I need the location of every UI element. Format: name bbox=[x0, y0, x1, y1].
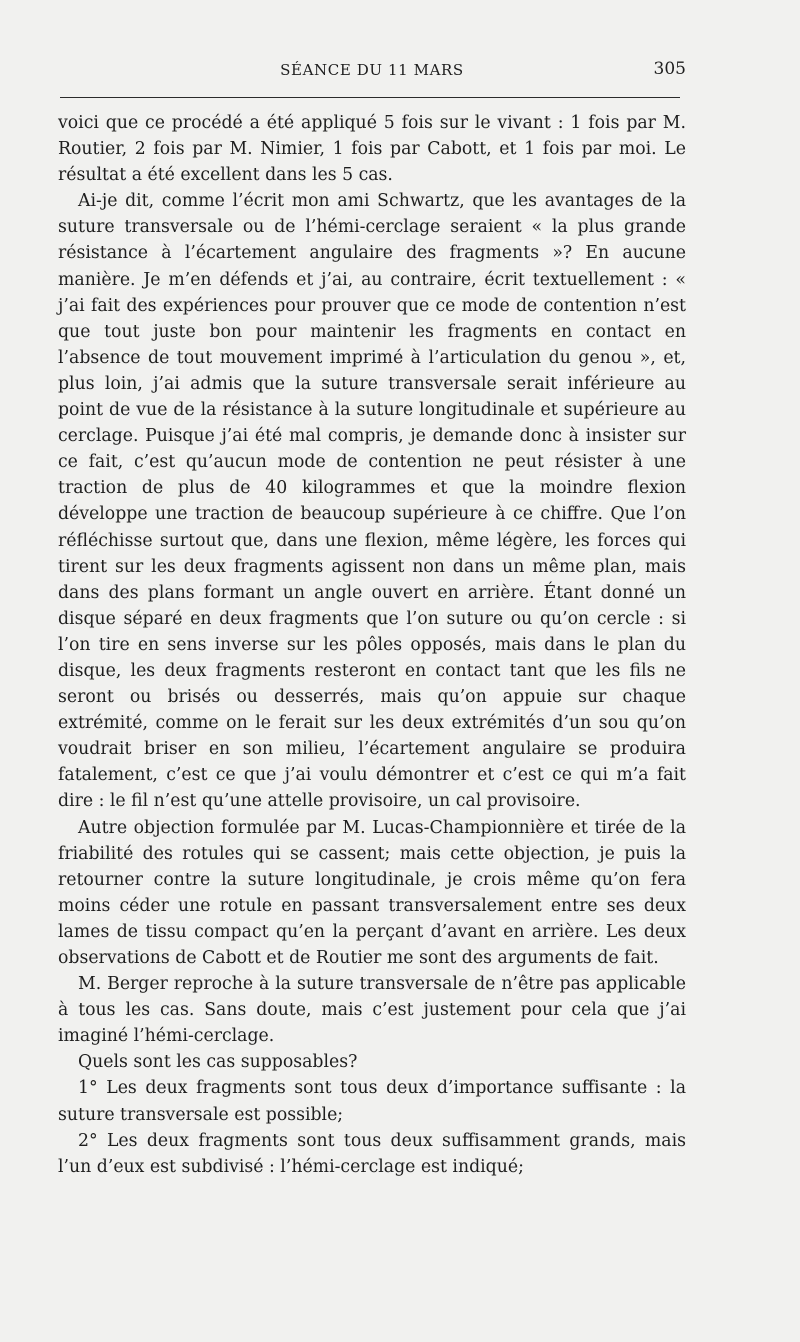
paragraph: Ai-je dit, comme l’écrit mon ami Schwartz, que les avantages de la suture transversale ou de l’hémi-cerclage seraient « la plus grande résistance à l’écartement angulaire des fragments »? En aucune manière. Je m’en défends et j’ai, au contraire, écrit textuellement : « j’ai fait des expériences pour prouver que ce mode de contention n’est que tout juste bon pour maintenir les fragments en contact en l’absence de tout mouvement imprimé à l’articulation du genou », et, plus loin, j’ai admis que la suture transversale serait inférieure au point de vue de la résistance à la suture longitudinale et supérieure au cerclage. Puisque j’ai été mal compris, je demande donc à insister sur ce fait, c’est qu’aucun mode de contention ne peut résister à une traction de plus de 40 kilogrammes et que la moindre flexion développe une traction de beaucoup supérieure à ce chiffre. Que l’on réfléchisse surtout que, dans une flexion, même légère, les forces qui tirent sur les deux fragments agissent non dans un même plan, mais dans des plans formant un angle ouvert en arrière. Étant donné un disque séparé en deux fragments que l’on suture ou qu’on cercle : si l’on tire en sens inverse sur les pôles opposés, mais dans le plan du disque, les deux fragments resteront en contact tant que les fils ne seront ou brisés ou desserrés, mais qu’on appuie sur chaque extrémité, comme on le ferait sur les deux extrémités d’un sou qu’on voudrait briser en son milieu, l’écartement angulaire se produira fatalement, c’est ce que j’ai voulu démontrer et c’est ce qui m’a fait dire : le fil n’est qu’une attelle provisoire, un cal provisoire. bbox=[58, 191, 686, 812]
page-number: 305 bbox=[653, 59, 686, 79]
paragraph-continuation: voici que ce procédé a été appliqué 5 fois sur le vivant : 1 fois par M. Routier, 2 fois par M. Nimier, 1 fois par Cabott, et 1 fois par moi. Le résultat a été excellent dans les 5 cas. bbox=[58, 113, 686, 186]
page-header bbox=[58, 55, 686, 89]
paragraph: Autre objection formulée par M. Lucas-Championnière et tirée de la friabilité des rotules qui se cassent; mais cette objection, je puis la retourner contre la suture longitudinale, je crois même qu’on fera moins céder une rotule en passant transversalement entre ses deux lames de tissu compact qu’en la perçant d’avant en arrière. Les deux observations de Cabott et de Routier me sont des arguments de fait. bbox=[58, 817, 686, 968]
paragraph: M. Berger reproche à la suture transversale de n’être pas applicable à tous les cas. Sans doute, mais c’est justement pour cela que j’ai imaginé l’hémi-cerclage. bbox=[58, 974, 686, 1047]
list-item: 1° Les deux fragments sont tous deux d’importance suffisante : la suture transversale est possible; bbox=[58, 1078, 686, 1125]
paragraph: Quels sont les cas supposables? bbox=[78, 1052, 358, 1073]
header-rule bbox=[60, 97, 680, 98]
page-content bbox=[58, 55, 686, 1180]
list-item: 2° Les deux fragments sont tous deux suffisamment grands, mais l’un d’eux est subdivisé : l’hémi-cerclage est indiqué; bbox=[58, 1130, 686, 1177]
running-head: SÉANCE DU 11 MARS bbox=[280, 61, 464, 79]
body-text bbox=[58, 110, 686, 1180]
